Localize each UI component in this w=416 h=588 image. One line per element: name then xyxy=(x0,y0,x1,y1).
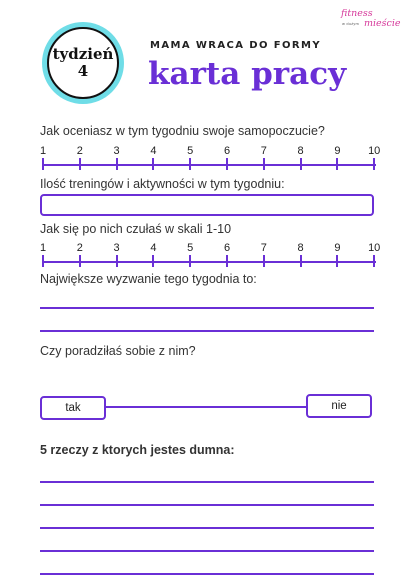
scale-tick-4[interactable] xyxy=(152,158,154,170)
scale-tick-1[interactable] xyxy=(42,158,44,170)
question-coped: Czy poradziłaś sobie z nim? xyxy=(40,344,196,358)
question-proud-things: 5 rzeczy z ktorych jestes dumna: xyxy=(40,443,235,457)
proud-line-1[interactable] xyxy=(40,481,374,483)
proud-line-5[interactable] xyxy=(40,573,374,575)
week-number: 4 xyxy=(77,62,89,80)
scale-tick-7[interactable] xyxy=(263,255,265,267)
scale-tick-3[interactable] xyxy=(116,158,118,170)
question-challenge: Największe wyzwanie tego tygodnia to: xyxy=(40,272,257,286)
page-subtitle: MAMA WRACA DO FORMY xyxy=(150,40,321,51)
scale-label-9: 9 xyxy=(334,145,341,157)
feeling-scale[interactable] xyxy=(38,243,382,271)
no-button[interactable]: nie xyxy=(306,394,372,418)
scale-tick-10[interactable] xyxy=(373,158,375,170)
proud-line-2[interactable] xyxy=(40,504,374,506)
brand-logo xyxy=(338,8,412,36)
scale-tick-6[interactable] xyxy=(226,255,228,267)
scale-label-1: 1 xyxy=(39,145,47,157)
scale-label-5: 5 xyxy=(187,145,194,157)
wellbeing-scale[interactable] xyxy=(38,146,382,174)
scale-label-6: 6 xyxy=(223,145,231,157)
scale-label-8: 8 xyxy=(297,145,304,157)
scale-line xyxy=(42,261,376,263)
logo-text-bottom: mieście xyxy=(364,18,401,29)
scale-tick-2[interactable] xyxy=(79,158,81,170)
scale-label-2: 2 xyxy=(76,145,83,157)
scale-label-8: 8 xyxy=(297,242,304,254)
scale-tick-5[interactable] xyxy=(189,255,191,267)
scale-tick-5[interactable] xyxy=(189,158,191,170)
page-title: karta pracy xyxy=(148,56,347,92)
week-badge xyxy=(47,27,119,99)
logo-text-middle: w dużym xyxy=(342,22,360,26)
scale-tick-6[interactable] xyxy=(226,158,228,170)
yes-button[interactable]: tak xyxy=(40,396,106,420)
scale-label-10: 10 xyxy=(368,145,381,157)
trainings-answer-field[interactable] xyxy=(40,194,374,216)
scale-tick-1[interactable] xyxy=(42,255,44,267)
question-trainings: Ilość treningów i aktywności w tym tygodniu: xyxy=(40,177,285,191)
scale-tick-8[interactable] xyxy=(300,255,302,267)
scale-tick-3[interactable] xyxy=(116,255,118,267)
choice-connector xyxy=(102,406,308,408)
scale-label-3: 3 xyxy=(113,145,120,157)
scale-label-7: 7 xyxy=(260,145,267,157)
scale-label-5: 5 xyxy=(187,242,194,254)
scale-label-1: 1 xyxy=(39,242,47,254)
question-feeling: Jak się po nich czułaś w skali 1-10 xyxy=(40,222,232,236)
scale-tick-9[interactable] xyxy=(336,255,338,267)
scale-label-3: 3 xyxy=(113,242,120,254)
question-wellbeing: Jak oceniasz w tym tygodniu swoje samopoczucie? xyxy=(40,124,325,138)
scale-tick-4[interactable] xyxy=(152,255,154,267)
scale-tick-7[interactable] xyxy=(263,158,265,170)
proud-line-4[interactable] xyxy=(40,550,374,552)
scale-tick-2[interactable] xyxy=(79,255,81,267)
scale-label-4: 4 xyxy=(150,145,157,157)
scale-label-2: 2 xyxy=(76,242,83,254)
scale-tick-10[interactable] xyxy=(373,255,375,267)
challenge-answer-line-1[interactable] xyxy=(40,307,374,309)
week-label: tydzień xyxy=(52,45,114,63)
scale-label-7: 7 xyxy=(260,242,267,254)
proud-line-3[interactable] xyxy=(40,527,374,529)
scale-label-9: 9 xyxy=(334,242,341,254)
scale-line xyxy=(42,164,376,166)
logo-text-top: fitness xyxy=(341,8,373,19)
scale-tick-8[interactable] xyxy=(300,158,302,170)
challenge-answer-line-2[interactable] xyxy=(40,330,374,332)
scale-label-6: 6 xyxy=(223,242,231,254)
scale-tick-9[interactable] xyxy=(336,158,338,170)
scale-label-4: 4 xyxy=(150,242,157,254)
scale-label-10: 10 xyxy=(368,242,381,254)
